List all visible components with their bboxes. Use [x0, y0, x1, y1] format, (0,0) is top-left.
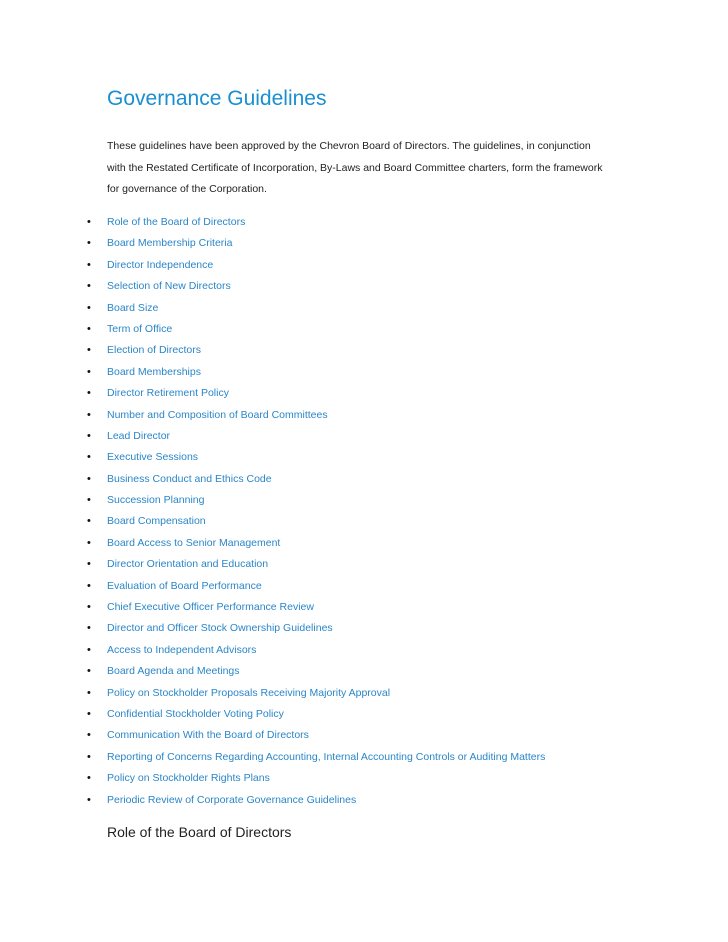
toc-link[interactable]: Director Retirement Policy — [107, 387, 229, 400]
bullet-icon: • — [87, 558, 91, 571]
toc-item — [0, 255, 728, 276]
bullet-icon: • — [87, 451, 91, 464]
intro-paragraph — [107, 136, 627, 201]
bullet-icon: • — [87, 515, 91, 528]
toc-link[interactable]: Chief Executive Officer Performance Review — [107, 601, 314, 614]
bullet-icon: • — [87, 387, 91, 400]
bullet-icon: • — [87, 729, 91, 742]
bullet-icon: • — [87, 665, 91, 678]
bullet-icon: • — [87, 472, 91, 485]
toc-link[interactable]: Periodic Review of Corporate Governance Guidelines — [107, 793, 357, 806]
bullet-icon: • — [87, 322, 91, 335]
toc-item — [0, 554, 728, 575]
toc-link[interactable]: Policy on Stockholder Rights Plans — [107, 772, 270, 785]
toc-item — [0, 618, 728, 639]
toc-item — [0, 212, 728, 233]
toc-item — [0, 447, 728, 468]
bullet-icon: • — [87, 793, 91, 806]
toc-link[interactable]: Reporting of Concerns Regarding Accounting, Internal Accounting Controls or Auditing Matters — [107, 750, 546, 763]
toc-link[interactable]: Board Agenda and Meetings — [107, 665, 240, 678]
bullet-icon: • — [87, 601, 91, 614]
toc-item — [0, 790, 728, 811]
toc-item — [0, 383, 728, 404]
toc-link[interactable]: Term of Office — [107, 322, 173, 335]
intro-line: for governance of the Corporation. — [107, 183, 267, 195]
toc-link[interactable]: Board Compensation — [107, 515, 206, 528]
table-of-contents — [0, 212, 728, 811]
toc-item — [0, 661, 728, 682]
toc-link[interactable]: Access to Independent Advisors — [107, 643, 257, 656]
toc-link[interactable]: Director Independence — [107, 258, 214, 271]
toc-item — [0, 362, 728, 383]
toc-item — [0, 405, 728, 426]
section-heading: Role of the Board of Directors — [107, 824, 292, 840]
toc-item — [0, 533, 728, 554]
toc-link[interactable]: Communication With the Board of Directors — [107, 729, 309, 742]
toc-link[interactable]: Executive Sessions — [107, 451, 199, 464]
toc-link[interactable]: Confidential Stockholder Voting Policy — [107, 707, 284, 720]
toc-item — [0, 597, 728, 618]
toc-item — [0, 768, 728, 789]
toc-link[interactable]: Succession Planning — [107, 494, 205, 507]
toc-item — [0, 640, 728, 661]
toc-item — [0, 233, 728, 254]
toc-link[interactable]: Role of the Board of Directors — [107, 216, 246, 228]
bullet-icon: • — [87, 301, 91, 314]
toc-link[interactable]: Director and Officer Stock Ownership Guidelines — [107, 622, 333, 635]
bullet-icon: • — [87, 643, 91, 656]
bullet-icon: • — [87, 750, 91, 763]
page-title: Governance Guidelines — [107, 87, 327, 110]
toc-link[interactable]: Board Access to Senior Management — [107, 536, 281, 549]
toc-link[interactable]: Selection of New Directors — [107, 280, 231, 293]
toc-link[interactable]: Number and Composition of Board Committees — [107, 408, 328, 421]
toc-item — [0, 469, 728, 490]
toc-link[interactable]: Lead Director — [107, 429, 171, 442]
bullet-icon: • — [87, 344, 91, 357]
toc-link[interactable]: Policy on Stockholder Proposals Receiving Majority Approval — [107, 686, 391, 699]
bullet-icon: • — [87, 216, 91, 228]
bullet-icon: • — [87, 707, 91, 720]
toc-item — [0, 340, 728, 361]
bullet-icon: • — [87, 772, 91, 785]
bullet-icon: • — [87, 408, 91, 421]
toc-item — [0, 298, 728, 319]
bullet-icon: • — [87, 280, 91, 293]
toc-link[interactable]: Board Size — [107, 301, 159, 314]
toc-link[interactable]: Election of Directors — [107, 344, 201, 357]
bullet-icon: • — [87, 237, 91, 250]
bullet-icon: • — [87, 258, 91, 271]
bullet-icon: • — [87, 429, 91, 442]
toc-item — [0, 747, 728, 768]
toc-item — [0, 319, 728, 340]
toc-item — [0, 426, 728, 447]
toc-link[interactable]: Board Memberships — [107, 365, 201, 378]
toc-item — [0, 683, 728, 704]
intro-line: These guidelines have been approved by the Chevron Board of Directors. The guidelines, in conjunction — [107, 140, 591, 152]
toc-item — [0, 490, 728, 511]
toc-link[interactable]: Director Orientation and Education — [107, 558, 269, 571]
toc-link[interactable]: Evaluation of Board Performance — [107, 579, 262, 592]
bullet-icon: • — [87, 536, 91, 549]
toc-item — [0, 704, 728, 725]
intro-line: with the Restated Certificate of Incorporation, By-Laws and Board Committee charters, form the framework — [107, 161, 603, 174]
bullet-icon: • — [87, 622, 91, 635]
bullet-icon: • — [87, 494, 91, 507]
toc-item — [0, 576, 728, 597]
bullet-icon: • — [87, 579, 91, 592]
toc-item — [0, 276, 728, 297]
bullet-icon: • — [87, 365, 91, 378]
toc-item — [0, 725, 728, 746]
toc-link[interactable]: Business Conduct and Ethics Code — [107, 472, 272, 485]
bullet-icon: • — [87, 686, 91, 699]
toc-link[interactable]: Board Membership Criteria — [107, 237, 233, 250]
toc-item — [0, 511, 728, 532]
